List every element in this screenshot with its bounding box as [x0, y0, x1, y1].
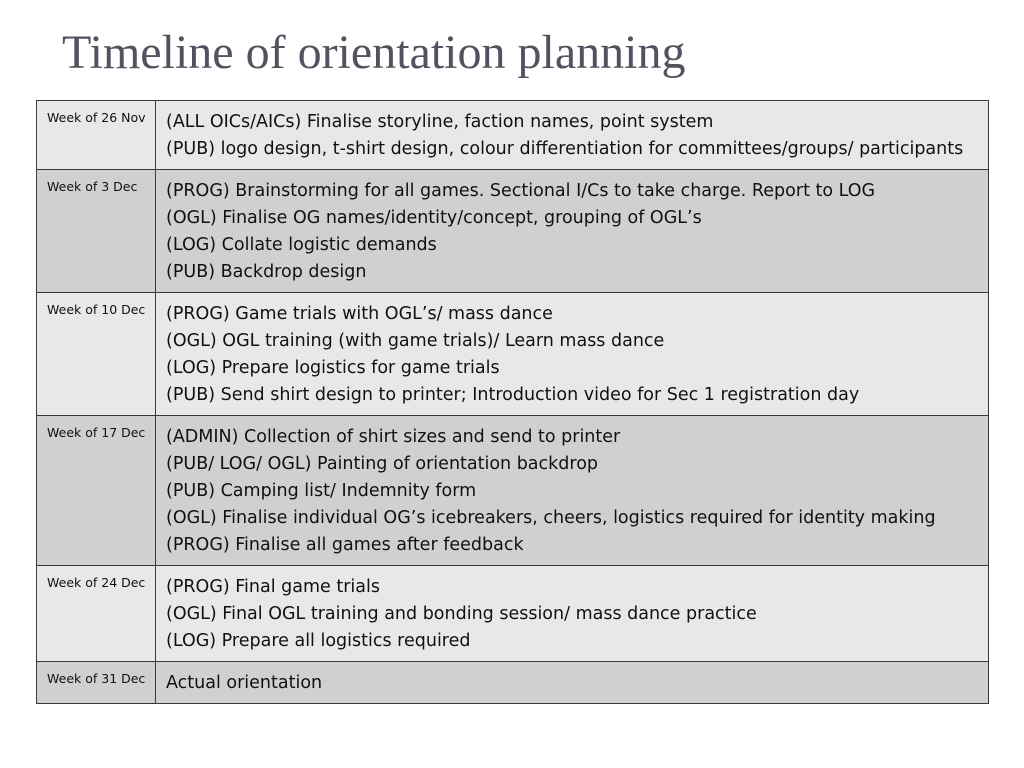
table-row — [37, 566, 989, 662]
task-item: (LOG) Collate logistic demands — [166, 235, 437, 255]
tasks-cell — [156, 662, 989, 704]
task-item: (PROG) Game trials with OGL’s/ mass dance — [166, 304, 553, 324]
task-item: (PUB) logo design, t-shirt design, colour differentiation for committees/groups/ participants — [166, 139, 964, 159]
week-cell: Week of 10 Dec — [37, 293, 156, 416]
week-cell: Week of 31 Dec — [37, 662, 156, 704]
table-row — [37, 170, 989, 293]
table-row — [37, 101, 989, 170]
task-item: (PUB) Camping list/ Indemnity form — [166, 481, 477, 501]
week-cell: Week of 26 Nov — [37, 101, 156, 170]
tasks-cell — [156, 293, 989, 416]
task-item: (PROG) Brainstorming for all games. Sectional I/Cs to take charge. Report to LOG — [166, 181, 876, 201]
task-item: (OGL) Finalise individual OG’s icebreakers, cheers, logistics required for identity making — [166, 508, 936, 528]
page-title: Timeline of orientation planning — [62, 26, 686, 79]
week-cell: Week of 24 Dec — [37, 566, 156, 662]
task-item: (PROG) Finalise all games after feedback — [166, 535, 524, 555]
task-item: (LOG) Prepare logistics for game trials — [166, 358, 500, 378]
table-row — [37, 662, 989, 704]
tasks-cell — [156, 170, 989, 293]
tasks-cell — [156, 416, 989, 566]
task-item: (ALL OICs/AICs) Finalise storyline, faction names, point system — [166, 112, 714, 132]
task-item: (ADMIN) Collection of shirt sizes and send to printer — [166, 427, 621, 447]
timeline-table — [36, 100, 989, 704]
table-row — [37, 416, 989, 566]
task-item: (PUB) Backdrop design — [166, 262, 367, 282]
table-row — [37, 293, 989, 416]
week-cell: Week of 17 Dec — [37, 416, 156, 566]
task-item: (PROG) Final game trials — [166, 577, 380, 597]
task-item: (PUB) Send shirt design to printer; Introduction video for Sec 1 registration day — [166, 385, 860, 405]
task-item: (PUB/ LOG/ OGL) Painting of orientation backdrop — [166, 454, 599, 474]
task-item: Actual orientation — [166, 673, 323, 693]
task-item: (OGL) OGL training (with game trials)/ Learn mass dance — [166, 331, 665, 351]
tasks-cell — [156, 101, 989, 170]
week-cell: Week of 3 Dec — [37, 170, 156, 293]
task-item: (LOG) Prepare all logistics required — [166, 631, 471, 651]
task-item: (OGL) Finalise OG names/identity/concept, grouping of OGL’s — [166, 208, 702, 228]
task-item: (OGL) Final OGL training and bonding session/ mass dance practice — [166, 604, 757, 624]
tasks-cell — [156, 566, 989, 662]
